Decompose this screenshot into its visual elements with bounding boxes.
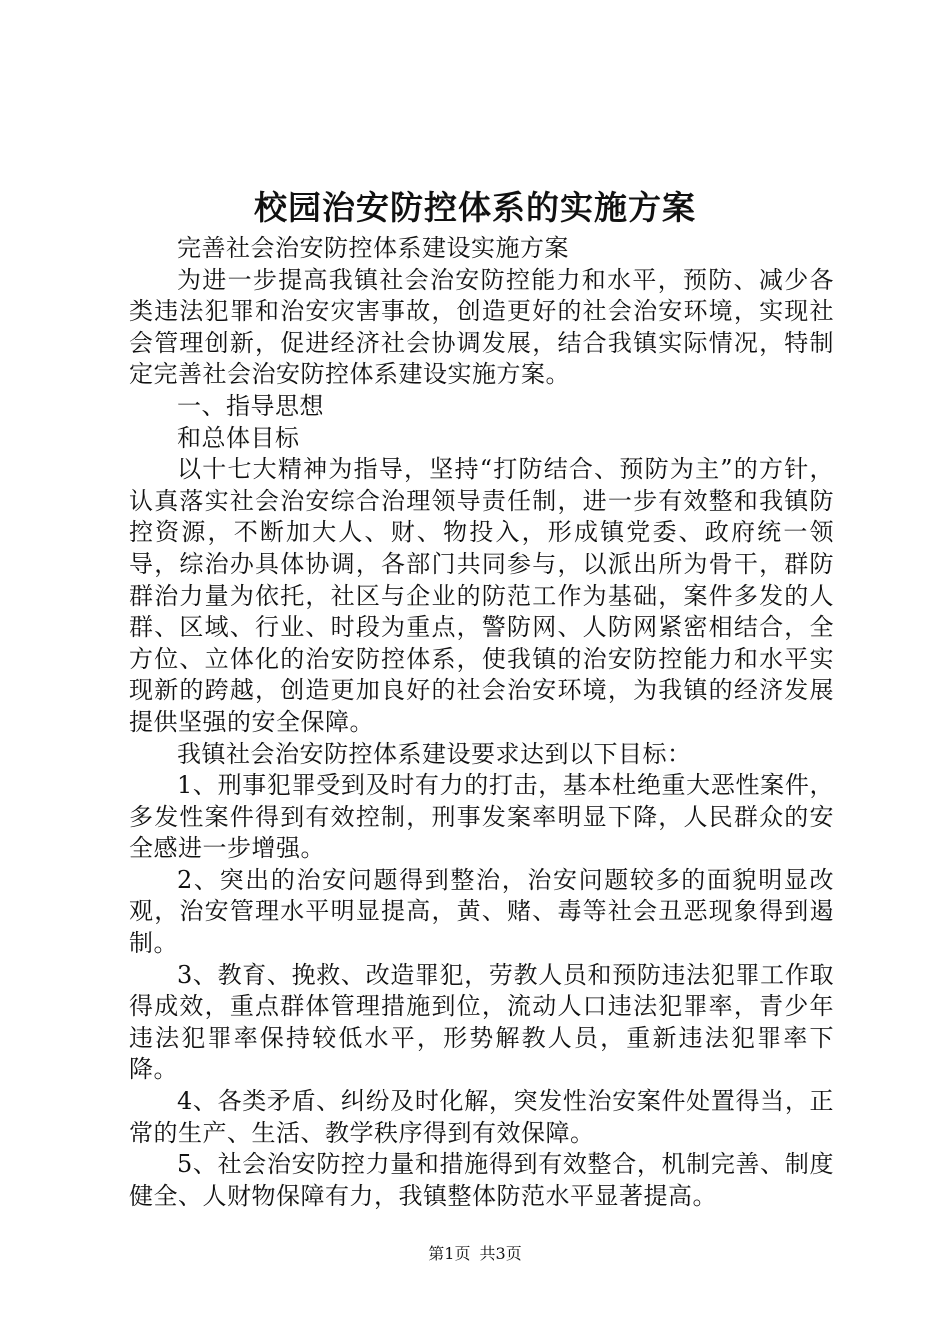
goal-item-2: 2、突出的治安问题得到整治，治安问题较多的面貌明显改观，治安管理水平明显提高，黄、赌、毒等社会丑恶现象得到遏制。 <box>129 865 834 958</box>
section-heading-guiding-ideology: 一、指导思想 <box>177 391 324 420</box>
page-footer <box>0 1244 950 1264</box>
paragraph-goals-intro: 我镇社会治安防控体系建设要求达到以下目标： <box>177 739 692 768</box>
section-heading-overall-goal: 和总体目标 <box>177 423 300 452</box>
paragraph-guiding-principle: 以十七大精神为指导，坚持“打防结合、预防为主”的方针，认真落实社会治安综合治理领导责任制，进一步有效整和我镇防控资源，不断加大人、财、物投入，形成镇党委、政府统一领导，综治办具体协调，各部门共同参与，以派出所为骨干，群防群治力量为依托，社区与企业的防范工作为基础，案件多发的人群、区域、行业、时段为重点，警防网、人防网紧密相结合，全方位、立体化的治安防控体系，使我镇的治安防控能力和水平实现新的跨越，创造更加良好的社会治安环境，为我镇的经济发展提供坚强的安全保障。 <box>129 455 834 736</box>
paragraph-subtitle: 完善社会治安防控体系建设实施方案 <box>177 234 569 262</box>
goal-item-3: 3、教育、挽救、改造罪犯，劳教人员和预防违法犯罪工作取得成效，重点群体管理措施到位，流动人口违法犯罪率，青少年违法犯罪率保持较低水平，形势解教人员，重新违法犯罪率下降。 <box>129 960 834 1084</box>
goal-item-4: 4、各类矛盾、纠纷及时化解，突发性治安案件处置得当，正常的生产、生活、教学秩序得到有效保障。 <box>129 1087 834 1147</box>
goal-item-1: 1、刑事犯罪受到及时有力的打击，基本杜绝重大恶性案件，多发性案件得到有效控制，刑事发案率明显下降，人民群众的安全感进一步增强。 <box>129 771 834 863</box>
paragraph-intro: 为进一步提高我镇社会治安防控能力和水平，预防、减少各类违法犯罪和治安灾害事故，创造更好的社会治安环境，实现社会管理创新，促进经济社会协调发展，结合我镇实际情况，特制定完善社会治安防控体系建设实施方案。 <box>129 265 834 389</box>
page-number: 第1页 <box>428 1244 471 1263</box>
goal-item-5: 5、社会治安防控力量和措施得到有效整合，机制完善、制度健全、人财物保障有力，我镇整体防范水平显著提高。 <box>129 1150 834 1210</box>
document-body <box>129 233 834 1212</box>
document-title: 校园治安防控体系的实施方案 <box>254 188 696 227</box>
page-total: 共3页 <box>479 1244 522 1263</box>
